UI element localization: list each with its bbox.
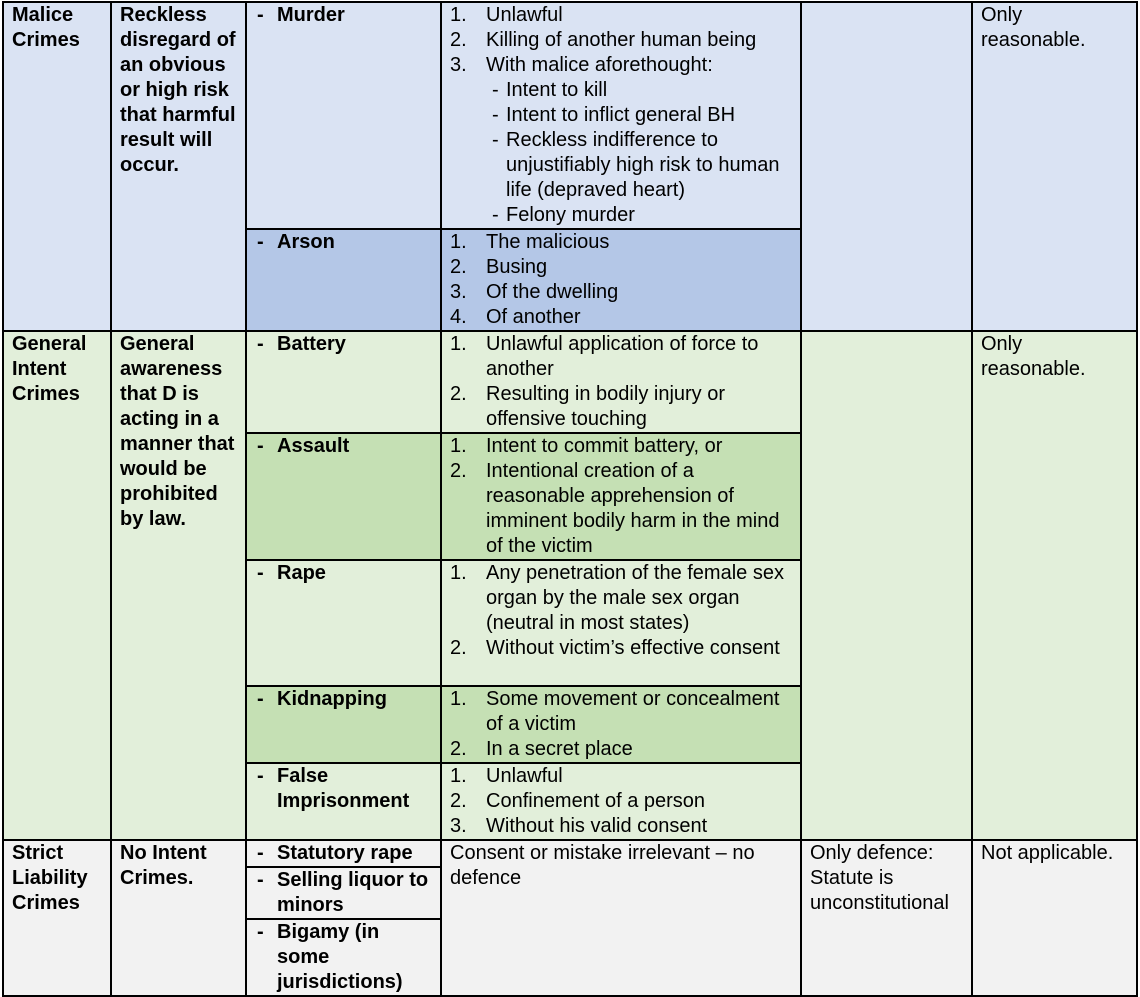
mental-state-general: General awareness that D is acting in a manner that would be prohibited by law. — [111, 331, 246, 840]
mistake-strict: Not applicable. — [972, 840, 1137, 996]
category-strict: Strict Liability Crimes — [3, 840, 111, 996]
element-item: 2. Resulting in bodily injury or offensive touching — [450, 383, 726, 430]
elements-kidnapping — [441, 686, 801, 763]
element-item: 1. Unlawful — [450, 4, 563, 26]
crime-assault: - Assault — [246, 433, 441, 560]
element-item: 3. Of the dwelling — [450, 281, 619, 303]
crimes-strict — [246, 840, 441, 996]
element-item: 3. Without his valid consent — [450, 815, 708, 837]
crime-kidnapping: - Kidnapping — [246, 686, 441, 763]
element-item: 1. Intent to commit battery, or — [450, 435, 723, 457]
element-item: 2. Busing — [450, 256, 548, 278]
crime-bigamy: - Bigamy (in some jurisdictions) — [257, 921, 403, 993]
crime-battery: - Battery — [246, 331, 441, 433]
sub-element-item: - Reckless indifference to unjustifiably high risk to human life (depraved heart) — [492, 129, 780, 201]
element-item: 2. Confinement of a person — [450, 790, 706, 812]
crime-murder — [246, 2, 441, 229]
crime-name: Arson — [277, 231, 335, 253]
elements-strict: Consent or mistake irrelevant – no defence — [441, 840, 801, 996]
category-malice: Malice Crimes — [3, 2, 111, 331]
crime-false-imprisonment: - False Imprisonment — [246, 763, 441, 840]
element-item: 3. With malice aforethought: — [450, 54, 713, 76]
defence-general — [801, 331, 972, 840]
crime-name: False Imprisonment — [277, 765, 410, 812]
mental-state-malice: Reckless disregard of an obvious or high risk that harmful result will occur. — [111, 2, 246, 331]
elements-battery — [441, 331, 801, 433]
element-item: 1. The malicious — [450, 231, 610, 253]
sub-element-item: - Intent to inflict general BH — [492, 104, 736, 126]
crime-name: Assault — [277, 435, 350, 457]
defence-strict: Only defence: Statute is unconstitutional — [801, 840, 972, 996]
element-item: 2. Killing of another human being — [450, 29, 757, 51]
mistake-malice: Only reasonable. — [972, 2, 1137, 331]
elements-rape — [441, 560, 801, 686]
sub-element-item: - Intent to kill — [492, 79, 608, 101]
element-item: 1. Any penetration of the female sex organ by the male sex organ (neutral in most states) — [450, 562, 784, 634]
crime-dash: - — [257, 4, 264, 26]
crime-arson: - Arson — [246, 229, 441, 331]
element-item: 4. Of another — [450, 306, 581, 328]
category-general: General Intent Crimes — [3, 331, 111, 840]
elements-murder — [441, 2, 801, 229]
crime-rape: - Rape — [246, 560, 441, 686]
crime-name: Battery — [277, 333, 346, 355]
element-item: 1. Some movement or concealment of a victim — [450, 688, 780, 735]
element-item: 1. Unlawful — [450, 765, 563, 787]
crime-selling-liquor: - Selling liquor to minors — [247, 868, 440, 920]
crime-name: Rape — [277, 562, 326, 584]
crime-name: Kidnapping — [277, 688, 387, 710]
element-item: 2. Without victim’s effective consent — [450, 637, 780, 659]
mental-state-strict: No Intent Crimes. — [111, 840, 246, 996]
defence-malice — [801, 2, 972, 331]
elements-arson — [441, 229, 801, 331]
element-item: 1. Unlawful application of force to another — [450, 333, 759, 380]
sub-element-item: - Felony murder — [492, 204, 635, 226]
crime-name: Murder — [277, 4, 345, 26]
crime-statutory-rape: - Statutory rape — [247, 841, 440, 868]
element-item: 2. Intentional creation of a reasonable apprehension of imminent bodily harm in the mind of the victim — [450, 460, 780, 557]
elements-assault — [441, 433, 801, 560]
criminal-law-table — [2, 1, 1138, 997]
element-item: 2. In a secret place — [450, 738, 633, 760]
mistake-general: Only reasonable. — [972, 331, 1137, 840]
elements-false-imprisonment — [441, 763, 801, 840]
